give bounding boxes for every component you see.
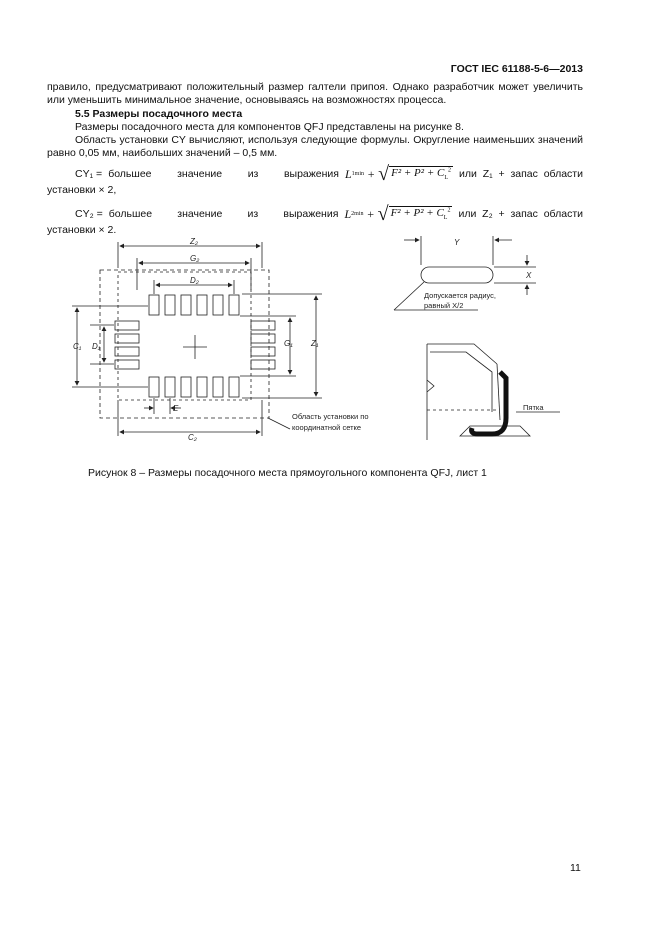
heel-label: Пятка [523, 403, 544, 412]
label-z2: Z₂ [190, 237, 198, 246]
label-y: Y [454, 238, 460, 247]
label-x: X [526, 271, 532, 280]
courtyard-outline [100, 270, 269, 418]
cy2-word: выражения [283, 208, 339, 220]
pad-detail [421, 267, 493, 283]
figure-caption: Рисунок 8 – Размеры посадочного места прямоугольного компонента QFJ, лист 1 [88, 467, 487, 479]
paragraph-courtyard: Область установки CY вычисляют, используя следующие формулы. Округление наименьших значений равно 0,05 мм, наибольших значений – 0,5 мм. [47, 134, 583, 159]
cy2-tail: или Z₂ + запас области [458, 208, 583, 220]
courtyard-note-1: Область установки по [292, 412, 369, 421]
label-e: E [173, 404, 179, 413]
bottom-pads [149, 377, 239, 397]
cy1-tail: или Z₁ + запас области [459, 168, 583, 180]
formula-cy1 [47, 164, 583, 184]
section-title: 5.5 Размеры посадочного места [75, 108, 243, 120]
cy1-expression: L 1min + √ $F^2 + P^2 + C_L^2$ [344, 163, 451, 185]
radius-note-2: равный X/2 [424, 301, 464, 310]
jlead-shape [472, 372, 506, 434]
label-d2: D₂ [190, 276, 199, 285]
cy1-tail2: установки × 2, [47, 184, 117, 196]
left-pads [115, 321, 139, 369]
cy1-word: значение [177, 168, 223, 180]
footprint-figure [0, 235, 661, 450]
formula-cy2 [47, 204, 583, 224]
cy2-lead: CY₂ = [75, 208, 103, 220]
label-g2: G₂ [190, 254, 200, 263]
jlead-side-view [427, 344, 530, 440]
label-c2: C₂ [188, 433, 197, 442]
cy2-word: значение [177, 208, 223, 220]
paragraph-continuation: правило, предусматривают положительный размер галтели припоя. Однако разработчик может увеличить или уменьшить минимальное значение, основываясь на возможностях процесса. [47, 81, 583, 106]
cy1-lead: CY₁ = [75, 168, 103, 180]
document-header: ГОСТ IEC 61188-5-6—2013 [450, 63, 583, 75]
label-g1: G₁ [284, 339, 293, 348]
paragraph-footprint-intro: Размеры посадочного места для компонентов QFJ представлены на рисунке 8. [75, 121, 464, 133]
label-z1: Z₁ [311, 339, 319, 348]
cy2-word: большее [108, 208, 153, 220]
cy1-word: из [247, 168, 259, 180]
top-pads [149, 295, 239, 315]
label-d1: D₁ [92, 342, 101, 351]
right-pads [251, 321, 275, 369]
cy2-expression: L 2min + √ $F^2 + P^2 + C_L^2$ [344, 203, 451, 225]
radius-note-1: Допускается радиус, [424, 291, 497, 300]
component-body-outline [118, 272, 251, 400]
cy2-tail2: установки × 2. [47, 224, 117, 236]
cy2-word: из [247, 208, 259, 220]
courtyard-note-2: координатной сетке [292, 423, 362, 432]
cy1-word: большее [108, 168, 152, 180]
label-c1: C₁ [73, 342, 82, 351]
page-number: 11 [570, 862, 581, 874]
cy1-word: выражения [283, 168, 339, 180]
